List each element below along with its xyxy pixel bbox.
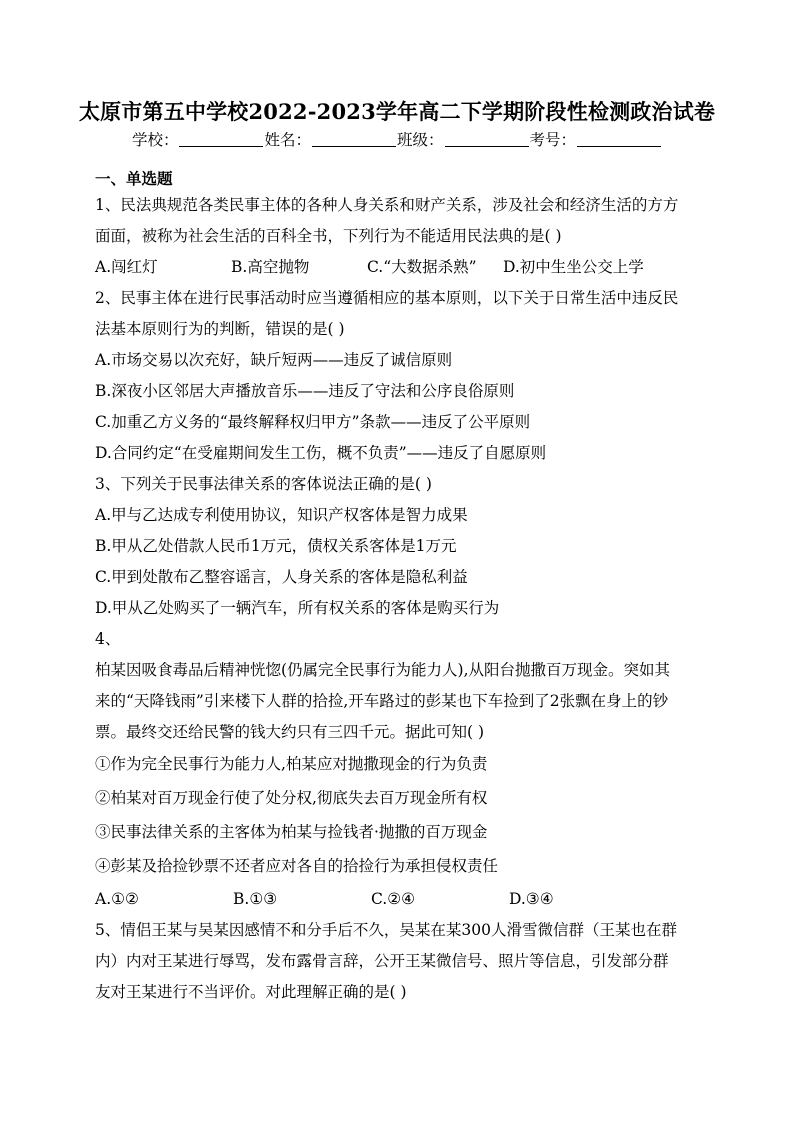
question-text-line: 票。最终交还给民警的钱大约只有三四千元。据此可知( ) xyxy=(95,723,485,741)
statement-2: ②柏某对百万现金行使了处分权,彻底失去百万现金所有权 xyxy=(95,789,488,807)
question-text-line: 来的“天降钱雨”引来楼下人群的拾捡,开车路过的彭某也下车捡到了2张飘在身上的钞 xyxy=(95,692,669,710)
option-d: D.合同约定“在受雇期间发生工伤，概不负责”——违反了自愿原则 xyxy=(95,444,547,462)
option-d: D.甲从乙处购买了一辆汽车，所有权关系的客体是购买行为 xyxy=(95,599,500,617)
option-b: B.甲从乙处借款人民币1万元，债权关系客体是1万元 xyxy=(95,537,457,555)
class-blank[interactable] xyxy=(445,132,529,147)
exam-number-label: 考号： xyxy=(529,131,577,149)
option-c: C.“大数据杀熟” xyxy=(367,258,477,276)
question-4 xyxy=(95,626,695,917)
question-text-line: 面面，被称为社会生活的百科全书，下列行为不能适用民法典的是( ) xyxy=(95,227,562,245)
option-c: C.②④ xyxy=(371,890,416,908)
option-d: D.③④ xyxy=(509,890,554,908)
statement-3: ③民事法律关系的主客体为柏某与捡钱者·抛撒的百万现金 xyxy=(95,823,488,841)
option-a: A.甲与乙达成专利使用协议，知识产权客体是智力成果 xyxy=(95,506,468,524)
option-b: B.①③ xyxy=(233,890,278,908)
question-text-line: 5、情侣王某与吴某因感情不和分手后不久，吴某在某300人滑雪微信群（王某也在群 xyxy=(95,921,677,939)
student-info-line xyxy=(0,128,794,150)
class-label: 班级： xyxy=(397,131,444,149)
questions xyxy=(95,168,695,1010)
option-b: B.高空抛物 xyxy=(231,258,310,276)
option-a: A.①② xyxy=(95,890,139,908)
statement-4: ④彭某及拾捡钞票不还者应对各自的拾捡行为承担侵权责任 xyxy=(95,857,499,875)
question-text-line: 1、民法典规范各类民事主体的各种人身关系和财产关系，涉及社会和经济生活的方方 xyxy=(95,196,679,214)
option-row xyxy=(95,886,695,917)
question-2 xyxy=(95,285,695,471)
school-blank[interactable] xyxy=(179,132,263,147)
question-text-line: 3、下列关于民事法律关系的客体说法正确的是( ) xyxy=(95,475,432,493)
option-b: B.深夜小区邻居大声播放音乐——违反了守法和公序良俗原则 xyxy=(95,382,515,400)
question-text-line: 柏某因吸食毒品后精神恍惚(仍属完全民事行为能力人),从阳台抛撒百万现金。突如其 xyxy=(95,661,671,679)
question-number: 4、 xyxy=(95,630,121,648)
exam-title: 太原市第五中学校2022-2023学年高二下学期阶段性检测政治试卷 xyxy=(78,99,716,124)
question-text-line: 2、民事主体在进行民事活动时应当遵循相应的基本原则，以下关于日常生活中违反民 xyxy=(95,289,679,307)
option-c: C.加重乙方义务的“最终解释权归甲方”条款——违反了公平原则 xyxy=(95,413,531,431)
school-label: 学校： xyxy=(131,131,179,149)
option-c: C.甲到处散布乙整容谣言，人身关系的客体是隐私利益 xyxy=(95,568,468,586)
option-d: D.初中生坐公交上学 xyxy=(503,258,644,276)
statement-1: ①作为完全民事行为能力人,柏某应对抛撒现金的行为负责 xyxy=(95,755,488,773)
option-a: A.闯红灯 xyxy=(95,258,158,276)
question-5 xyxy=(95,917,695,1010)
question-text-line: 内）内对王某进行辱骂，发布露骨言辞，公开王某微信号、照片等信息，引发部分群 xyxy=(95,952,669,970)
question-3 xyxy=(95,471,695,626)
option-row xyxy=(95,254,695,285)
name-label: 姓名： xyxy=(264,131,311,149)
exam-number-blank[interactable] xyxy=(577,132,661,147)
section-heading: 一、单选题 xyxy=(95,169,173,188)
question-text-line: 法基本原则行为的判断，错误的是( ) xyxy=(95,320,345,338)
question-text-line: 友对王某进行不当评价。对此理解正确的是( ) xyxy=(95,983,407,1001)
option-a: A.市场交易以次充好，缺斤短两——违反了诚信原则 xyxy=(95,351,453,369)
question-1 xyxy=(95,192,695,285)
name-blank[interactable] xyxy=(312,132,396,147)
